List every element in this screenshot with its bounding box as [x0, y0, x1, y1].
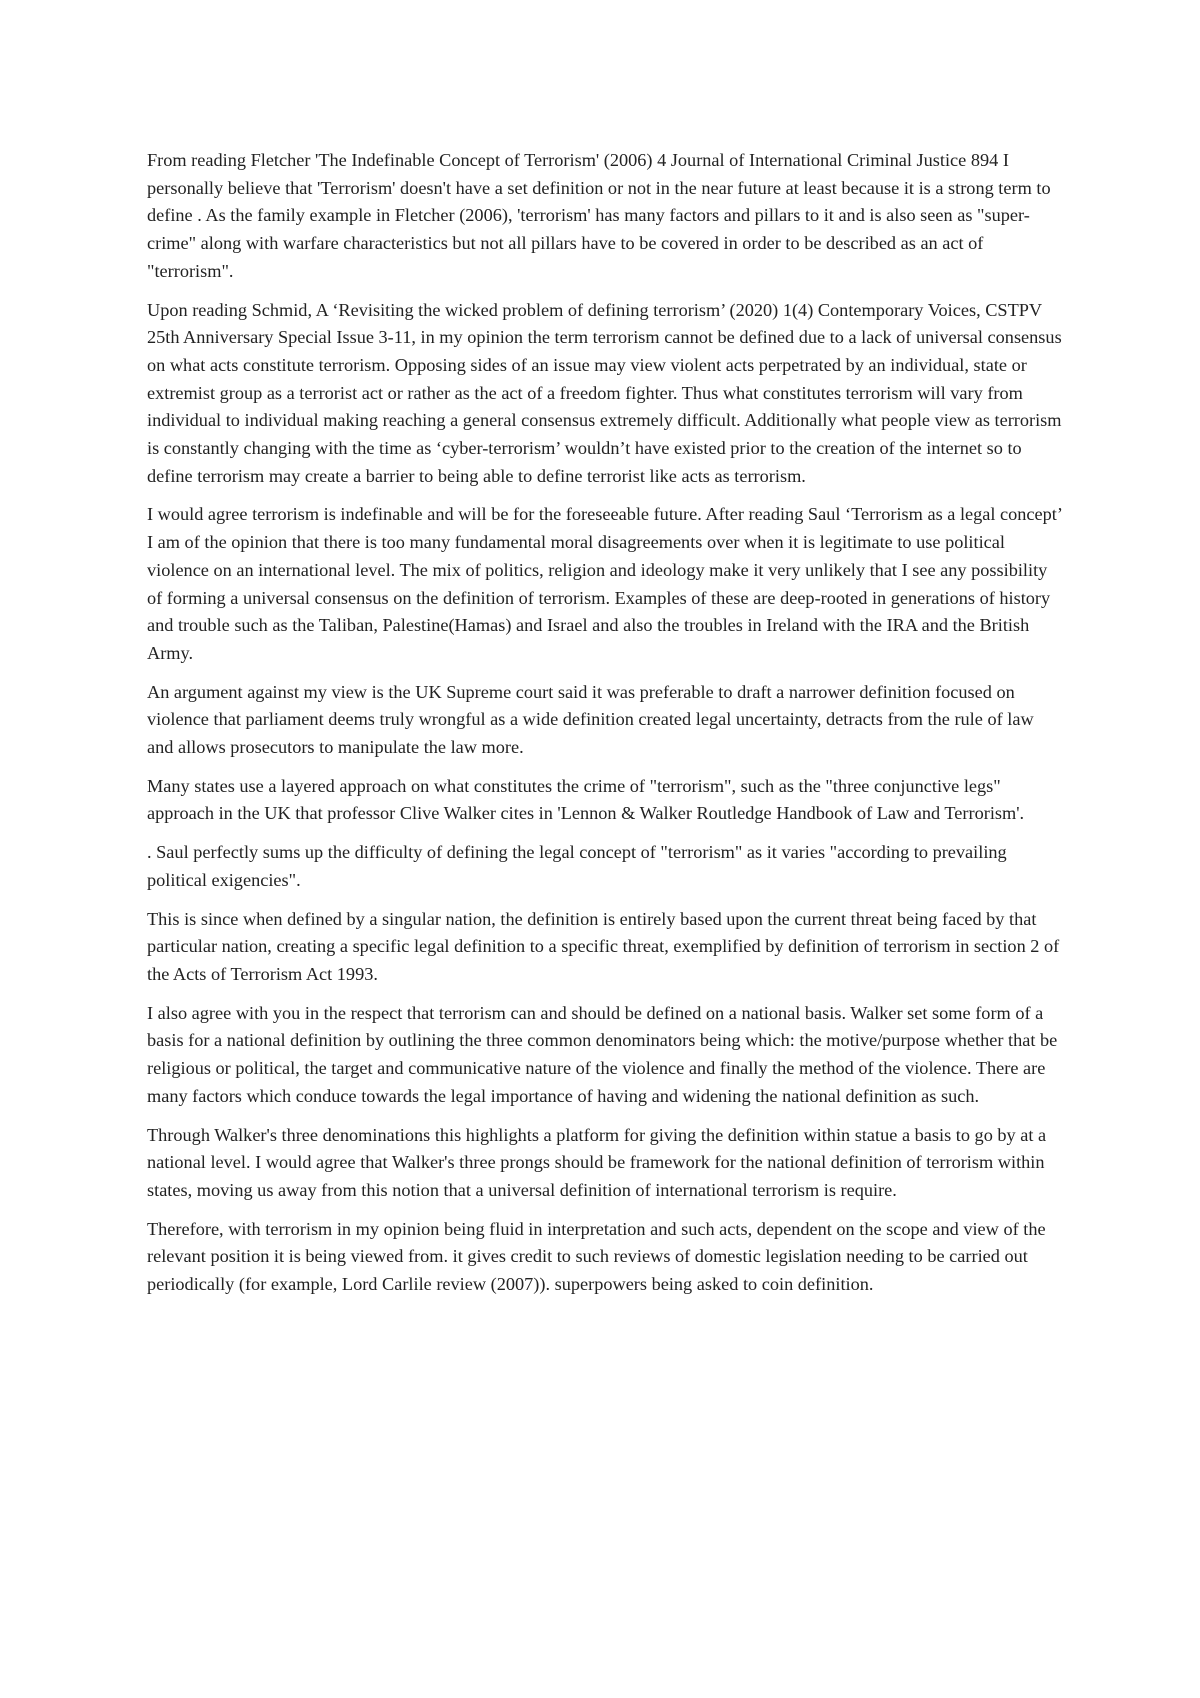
paragraph-conclusion: Therefore, with terrorism in my opinion being fluid in interpretation and such acts, dependent on the scope and view of the relevant position it is being viewed from. it gives credit to such reviews of domestic legislation needing to be carried out periodically (for example, Lord Carlile review (2007)). superpowers being asked to coin definition.	[147, 1218, 1046, 1295]
paragraph-fletcher: From reading Fletcher 'The Indefinable Concept of Terrorism' (2006) 4 Journal of International Criminal Justice 894 I personally believe that 'Terrorism' doesn't have a set definition or not in the near future at least because it is a strong term to define . As the family example in Fletcher (2006), 'terrorism' has many factors and pillars to it and is also seen as "super-crime" along with warfare characteristics but not all pillars have to be covered in order to be described as an act of "terrorism".	[147, 150, 1051, 281]
paragraph-saul-exigencies: . Saul perfectly sums up the difficulty of defining the legal concept of "terrorism" as it varies "according to prevailing political exigencies".	[147, 842, 1007, 890]
paragraph-walker-denominations: Through Walker's three denominations this highlights a platform for giving the definition within statue a basis to go by at a national level. I would agree that Walker's three prongs should be framework for the national definition of terrorism within states, moving us away from this notion that a universal definition of international terrorism is require.	[147, 1124, 1047, 1200]
paragraph-schmid: Upon reading Schmid, A ‘Revisiting the wicked problem of defining terrorism’ (2020) 1(4) Contemporary Voices, CSTPV 25th Anniversary Special Issue 3-11, in my opinion the term terrorism cannot be defined due to a lack of universal consensus on what acts constitute terrorism. Opposing sides of an issue may view violent acts perpetrated by an individual, state or extremist group as a terrorist act or rather as the act of a freedom fighter. Thus what constitutes terrorism will vary from individual to individual making reaching a general consensus extremely difficult. Additionally what people view as terrorism is constantly changing with the time as ‘cyber-terrorism’ wouldn’t have existed prior to the creation of the internet so to define terrorism may create a barrier to being able to define terrorist like acts as terrorism.	[147, 299, 1062, 486]
document-page	[147, 147, 1062, 1310]
paragraph-singular-nation: This is since when defined by a singular nation, the definition is entirely based upon the current threat being faced by that particular nation, creating a specific legal definition to a specific threat, exemplified by definition of terrorism in section 2 of the Acts of Terrorism Act 1993.	[147, 908, 1060, 984]
paragraph-layered-approach: Many states use a layered approach on what constitutes the crime of "terrorism", such as the "three conjunctive legs" approach in the UK that professor Clive Walker cites in 'Lennon & Walker Routledge Handbook of Law and Terrorism'.	[147, 775, 1025, 824]
paragraph-national-basis: I also agree with you in the respect that terrorism can and should be defined on a national basis. Walker set some form of a basis for a national definition by outlining the three common denominators being which: the motive/purpose whether that be religious or political, the target and communicative nature of the violence and finally the method of the violence. There are many factors which conduce towards the legal importance of having and widening the national definition as such.	[147, 1002, 1058, 1106]
paragraph-supreme-court: An argument against my view is the UK Supreme court said it was preferable to draft a narrower definition focused on violence that parliament deems truly wrongful as a wide definition created legal uncertainty, detracts from the rule of law and allows prosecutors to manipulate the law more.	[147, 681, 1034, 758]
paragraph-saul-indefinable: I would agree terrorism is indefinable and will be for the foreseeable future. After reading Saul ‘Terrorism as a legal concept’ I am of the opinion that there is too many fundamental moral disagreements over when it is legitimate to use political violence on an international level. The mix of politics, religion and ideology make it very unlikely that I see any possibility of forming a universal consensus on the definition of terrorism. Examples of these are deep-rooted in generations of history and trouble such as the Taliban, Palestine(Hamas) and Israel and also the troubles in Ireland with the IRA and the British Army.	[147, 504, 1062, 663]
